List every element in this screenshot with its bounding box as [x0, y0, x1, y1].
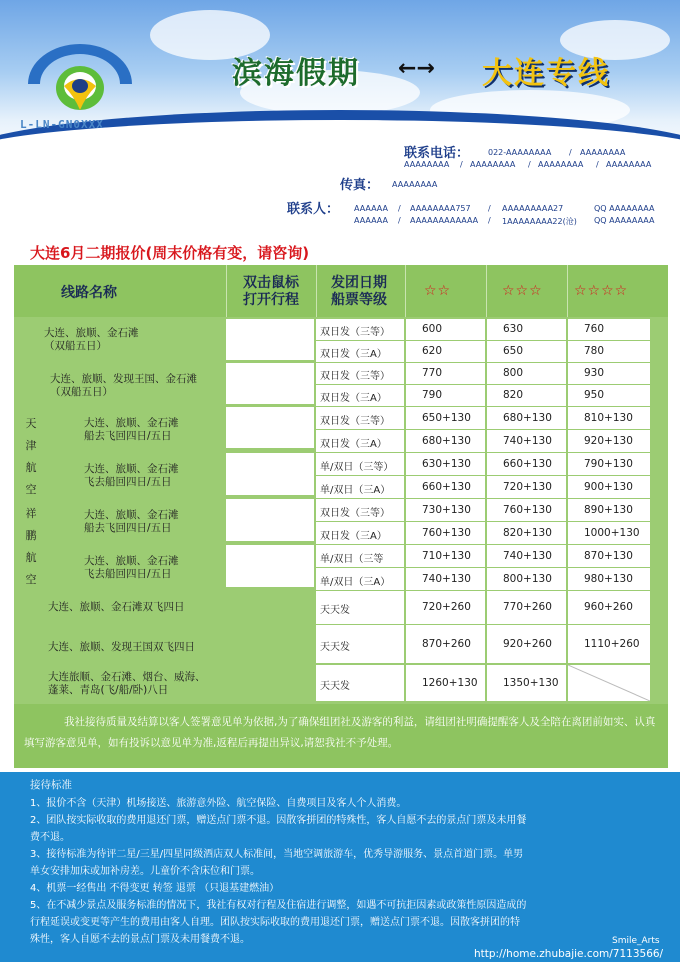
group-char: 祥 — [25, 507, 37, 520]
separator: / — [398, 204, 401, 213]
qq-value: QQ AAAAAAAA — [594, 204, 655, 213]
price-cell — [568, 545, 650, 567]
price-cell — [487, 363, 566, 384]
price-value: 680+130 — [422, 434, 471, 447]
header-click-line2: 打开行程 — [243, 292, 299, 308]
price-cell — [568, 591, 650, 624]
price-cell — [568, 407, 650, 429]
price-cell — [487, 407, 566, 429]
price-cell — [406, 591, 485, 624]
price-cell — [406, 341, 485, 362]
phone-value: AAAAAAAA — [404, 160, 450, 169]
price-cell — [568, 625, 650, 663]
price-value: 660+130 — [422, 480, 471, 493]
route-line2: 船去飞回四日/五日 — [84, 522, 172, 534]
departure-class: 单/双日（三等） — [320, 461, 394, 473]
header-click-line1: 双击鼠标 — [243, 275, 299, 291]
divider — [567, 265, 568, 317]
price-cell — [406, 665, 485, 701]
standards-line: 1、报价不含（天津）机场接送、旅游意外险、航空保险、自费项目及客人个人消费。 — [30, 798, 407, 809]
price-cell — [406, 363, 485, 384]
price-value: 1110+260 — [584, 637, 640, 650]
price-cell — [406, 476, 485, 498]
route-name — [84, 509, 179, 535]
itinerary-link-cell[interactable] — [226, 319, 314, 360]
price-cell — [568, 568, 650, 590]
price-cell — [487, 319, 566, 340]
header-click — [228, 275, 314, 309]
standards-line: 3、接待标准为待评二星/三星/四星同级酒店双人标准间，当地空调旅游车，优秀导游服务、景点首道门票。单男 — [30, 849, 524, 860]
standards-line: 费不退。 — [30, 832, 70, 843]
group-char: 航 — [25, 551, 37, 564]
person-value: AAAAAAAAA27 — [502, 204, 564, 213]
price-value: 960+260 — [584, 601, 633, 613]
price-cell — [406, 319, 485, 340]
phone-value: AAAAAAAA — [606, 160, 652, 169]
departure-class-cell — [316, 430, 404, 452]
separator: / — [528, 160, 531, 169]
contact-phone — [404, 142, 469, 161]
price-cell — [406, 407, 485, 429]
price-table — [14, 265, 668, 705]
route-name — [84, 417, 179, 443]
route-line2: 蓬莱、青岛(飞/船/卧)八日 — [48, 684, 169, 696]
departure-class-cell — [316, 385, 404, 406]
fax-value: AAAAAAAA — [392, 180, 438, 189]
price-value: 920+130 — [584, 434, 633, 447]
route-line1: 大连、旅顺、金石滩 — [84, 463, 179, 475]
price-cell — [406, 385, 485, 406]
departure-class-cell — [316, 453, 404, 475]
reception-standards — [0, 772, 680, 962]
price-cell — [487, 499, 566, 521]
departure-class-cell — [316, 319, 404, 340]
group-tianjin-airline — [24, 413, 38, 501]
price-cell — [487, 665, 566, 701]
header-star2: ☆☆ — [424, 283, 452, 299]
price-value: 790 — [422, 389, 443, 401]
departure-class: 单/双日（三A） — [320, 576, 391, 588]
brand-title: 滨海假期 — [232, 56, 360, 91]
person-value: AAAAAAAA757 — [410, 204, 471, 213]
departure-class: 双日发（三A） — [320, 438, 387, 450]
departure-class: 双日发（三等） — [320, 327, 390, 338]
itinerary-link-cell[interactable] — [226, 545, 314, 587]
price-value: 820 — [503, 389, 524, 401]
contact-person — [287, 198, 339, 217]
route-line2: （双船五日） — [50, 386, 113, 398]
person-value: AAAAAAAAAAAA — [410, 216, 479, 225]
phone-value: 022-AAAAAAAA — [488, 148, 552, 157]
route-line1: 大连、旅顺、发现王国、金石滩 — [50, 373, 197, 385]
route-line1: 大连、旅顺、金石滩 — [84, 555, 179, 567]
standards-line: 单女安排加床或加补房差。儿童价不含床位和门票。 — [30, 866, 260, 877]
departure-class: 双日发（三A） — [320, 349, 387, 360]
price-value: 810+130 — [584, 411, 633, 424]
departure-class: 天天发 — [320, 680, 350, 692]
divider — [486, 265, 487, 317]
price-value: 600 — [422, 323, 443, 335]
route-name — [84, 463, 179, 489]
price-cell — [568, 341, 650, 362]
destination-title: 大连专线 — [482, 56, 610, 91]
departure-class-cell — [316, 407, 404, 429]
price-value: 730+130 — [422, 503, 471, 516]
separator: / — [398, 216, 401, 225]
price-cell — [406, 568, 485, 590]
price-list-title: 大连6月二期报价(周末价格有变，请咨询) — [30, 244, 310, 262]
price-value: 820+130 — [503, 526, 552, 539]
price-value: 720+130 — [503, 480, 552, 493]
price-cell — [487, 385, 566, 406]
price-cell — [487, 453, 566, 475]
itinerary-link-cell[interactable] — [226, 453, 314, 495]
separator: / — [569, 148, 572, 157]
contact-fax — [340, 174, 379, 193]
route-line1: 大连旅顺、金石滩、烟台、威海、 — [48, 671, 206, 683]
departure-class: 双日发（三等） — [320, 371, 390, 382]
person-label: 联系人： — [287, 202, 340, 217]
standards-title: 接待标准 — [30, 779, 72, 791]
separator: / — [488, 216, 491, 225]
group-char: 空 — [25, 483, 37, 496]
price-value: 770 — [422, 367, 443, 379]
departure-class: 双日发（三等） — [320, 415, 390, 427]
price-cell — [487, 341, 566, 362]
departure-class: 天天发 — [320, 605, 350, 616]
price-value: 920+260 — [503, 637, 552, 650]
group-char: 鹏 — [25, 529, 37, 542]
phone-label: 联系电话： — [404, 146, 470, 161]
departure-class-cell — [316, 363, 404, 384]
price-value: 1000+130 — [584, 526, 640, 539]
price-value: 870+260 — [422, 637, 471, 650]
departure-class-cell — [316, 341, 404, 362]
person-value: AAAAAA — [354, 204, 388, 213]
standards-line: 5、在不减少景点及服务标准的情况下，我社有权对行程及住宿进行调整，如遇不可抗拒因素或政策性原因造成的 — [30, 900, 527, 911]
route-line2: （双船五日） — [44, 340, 107, 352]
price-cell — [487, 522, 566, 544]
price-value: 760+130 — [422, 526, 471, 539]
qq-value: QQ AAAAAAAA — [594, 216, 655, 225]
header-depart-line1: 发团日期 — [331, 275, 387, 291]
price-value: 1260+130 — [422, 676, 478, 689]
departure-class: 单/双日（三等 — [320, 553, 384, 565]
price-cell — [568, 363, 650, 384]
price-cell — [568, 476, 650, 498]
table-header — [14, 265, 668, 317]
price-cell — [487, 625, 566, 663]
price-value: 740+130 — [503, 549, 552, 562]
route-name — [50, 373, 197, 399]
price-cell — [568, 453, 650, 475]
standards-line: 殊性，客人自愿不去的景点门票及未用餐费不退。 — [30, 934, 250, 945]
route-line1: 大连、旅顺、发现王国双飞四日 — [48, 641, 195, 653]
price-cell — [487, 430, 566, 452]
departure-class-cell — [316, 476, 404, 498]
price-value: 720+260 — [422, 601, 471, 613]
route-line1: 大连、旅顺、金石滩 — [84, 509, 179, 521]
price-value: 930 — [584, 367, 605, 379]
company-logo-icon — [20, 22, 140, 122]
group-char: 天 — [25, 417, 37, 430]
price-value: 630+130 — [422, 457, 471, 470]
price-cell — [568, 319, 650, 340]
route-name — [44, 327, 139, 353]
phone-value: AAAAAAAA — [580, 148, 626, 157]
fax-label: 传真： — [340, 178, 380, 193]
departure-class-cell — [316, 522, 404, 544]
route-line2: 船去飞回四日/五日 — [84, 430, 172, 442]
logo-text: L-LN-GN0XXX — [20, 118, 104, 131]
price-value: 780 — [584, 345, 605, 357]
separator: / — [488, 204, 491, 213]
itinerary-link-cell[interactable] — [226, 499, 314, 541]
standards-line: 4、机票一经售出 不得变更 转签 退票 （只退基建燃油） — [30, 883, 280, 894]
notice-box — [14, 704, 668, 768]
phone-value: AAAAAAAA — [470, 160, 516, 169]
watermark-url[interactable]: http://home.zhubajie.com/7113566/ — [474, 948, 664, 960]
price-value: 800 — [503, 367, 524, 379]
person-value: 1AAAAAAAA22(沧) — [502, 217, 577, 226]
departure-class: 双日发（三A） — [320, 530, 387, 542]
watermark-credit: Smile_Arts — [612, 936, 660, 946]
price-cell — [568, 430, 650, 452]
price-value: 870+130 — [584, 549, 633, 562]
departure-class: 单/双日（三A） — [320, 484, 391, 496]
price-cell — [487, 591, 566, 624]
price-value: 800+130 — [503, 572, 552, 585]
route-name — [48, 671, 206, 697]
price-value: 950 — [584, 389, 605, 401]
departure-class-cell — [316, 625, 404, 663]
separator: / — [596, 160, 599, 169]
empty-cell-diagonal — [568, 665, 650, 701]
price-value: 660+130 — [503, 457, 552, 470]
price-value: 650+130 — [422, 411, 471, 424]
group-char: 津 — [25, 439, 37, 452]
price-cell — [568, 499, 650, 521]
departure-class: 天天发 — [320, 641, 350, 653]
price-cell — [406, 545, 485, 567]
route-line2: 飞去船回四日/五日 — [84, 568, 172, 580]
price-value: 790+130 — [584, 457, 633, 470]
price-value: 760+130 — [503, 503, 552, 516]
departure-class-cell — [316, 545, 404, 567]
price-cell — [406, 625, 485, 663]
departure-class: 双日发（三A） — [320, 393, 387, 404]
price-value: 980+130 — [584, 572, 633, 585]
route-name — [48, 641, 195, 654]
price-value: 890+130 — [584, 503, 633, 516]
itinerary-link-cell[interactable] — [226, 407, 314, 448]
price-value: 680+130 — [503, 411, 552, 424]
route-line1: 大连、旅顺、金石滩 — [44, 327, 139, 339]
header-depart-line2: 船票等级 — [331, 292, 387, 308]
price-value: 740+130 — [503, 434, 552, 447]
person-value: AAAAAA — [354, 216, 388, 225]
group-char: 航 — [25, 461, 37, 474]
phone-value: AAAAAAAA — [538, 160, 584, 169]
departure-class-cell — [316, 499, 404, 521]
price-cell — [487, 476, 566, 498]
standards-line: 2、团队按实际收取的费用退还门票，赠送点门票不退。因散客拼团的特殊性，客人自愿不去的景点门票及未用餐 — [30, 815, 527, 826]
price-value: 620 — [422, 345, 443, 357]
divider — [226, 265, 227, 317]
header-banner — [0, 0, 680, 160]
header-depart — [316, 275, 402, 309]
route-name — [48, 601, 185, 614]
departure-class-cell — [316, 665, 404, 701]
header-star4: ☆☆☆☆ — [574, 283, 629, 299]
route-line2: 飞去船回四日/五日 — [84, 476, 172, 488]
notice-text: 我社接待质量及结算以客人签署意见单为依据,为了确保组团社及游客的利益，请组团社明确提醒客人及全陪在离团前如实、认真填写游客意见单，如有投诉以意见单为准,返程后再提出异议,请恕我社不予处理。 — [24, 716, 656, 749]
divider — [405, 265, 406, 317]
departure-class-cell — [316, 568, 404, 590]
price-value: 650 — [503, 345, 524, 357]
standards-line: 行程延误或变更等产生的费用由客人自理。团队按实际收取的费用退还门票，赠送点门票不退。因散客拼团的特 — [30, 917, 520, 928]
route-line1: 大连、旅顺、金石滩 — [84, 417, 179, 429]
route-name — [84, 555, 179, 581]
group-char: 空 — [25, 573, 37, 586]
price-value: 760 — [584, 323, 605, 335]
price-value: 900+130 — [584, 480, 633, 493]
group-xiangpeng-airline — [24, 503, 38, 591]
route-line1: 大连、旅顺、金石滩双飞四日 — [48, 601, 185, 613]
price-value: 740+130 — [422, 572, 471, 585]
double-arrow-icon: ←→ — [398, 56, 435, 81]
price-value: 770+260 — [503, 601, 552, 613]
price-cell — [406, 430, 485, 452]
departure-class-cell — [316, 591, 404, 624]
header-star3: ☆☆☆ — [502, 283, 543, 299]
departure-class: 双日发（三等） — [320, 507, 390, 519]
price-value: 1350+130 — [503, 676, 559, 689]
separator: / — [460, 160, 463, 169]
price-cell — [406, 453, 485, 475]
price-value: 710+130 — [422, 549, 471, 562]
price-cell — [487, 545, 566, 567]
price-cell — [406, 522, 485, 544]
itinerary-link-cell[interactable] — [226, 363, 314, 404]
price-cell — [568, 522, 650, 544]
price-cell — [568, 385, 650, 406]
price-value: 630 — [503, 323, 524, 335]
price-cell — [406, 499, 485, 521]
header-route: 线路名称 — [61, 285, 117, 301]
price-cell — [487, 568, 566, 590]
